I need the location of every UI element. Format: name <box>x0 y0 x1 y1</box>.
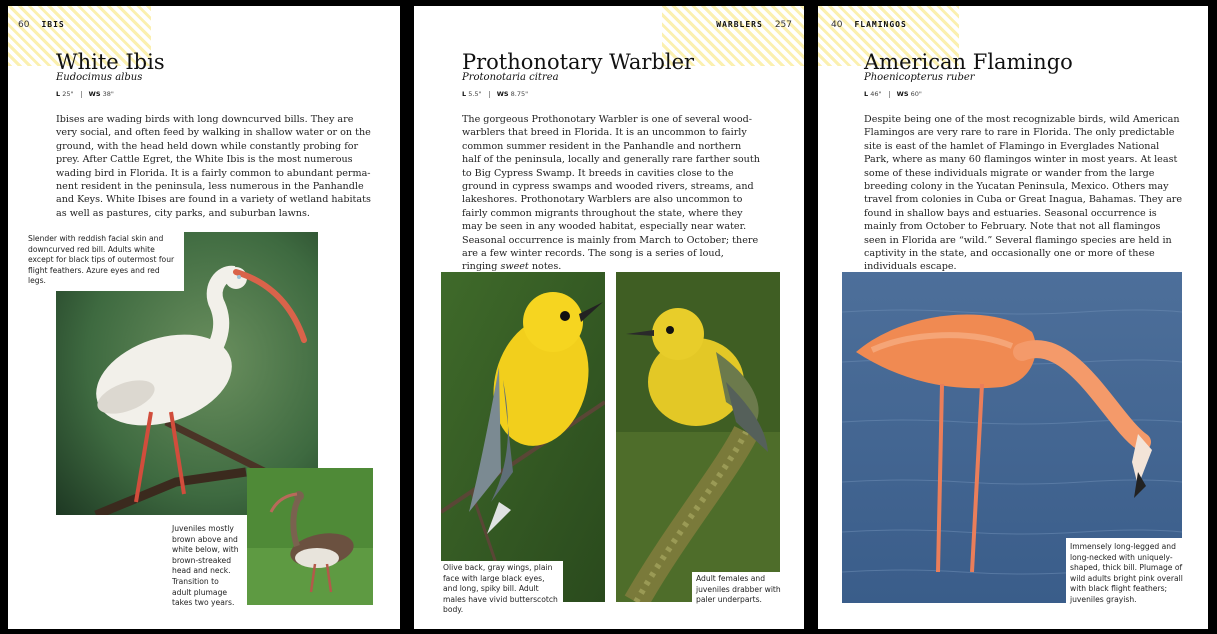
measurements <box>462 90 528 98</box>
length-label: L <box>462 90 467 98</box>
wingspan-label: WS <box>88 90 101 98</box>
photo-adult-male-warbler <box>441 272 605 602</box>
section-label: IBIS <box>41 20 65 29</box>
page-number: 60 <box>18 20 30 30</box>
wingspan-value: 8.75" <box>510 90 529 98</box>
caption-female: Adult females and juveniles drabber with paler underparts. <box>692 572 784 612</box>
length-label: L <box>56 90 61 98</box>
measurements <box>864 90 922 98</box>
species-title: White Ibis <box>56 50 165 74</box>
description-emphasis: sweet <box>500 261 529 273</box>
page-white-ibis <box>8 6 400 629</box>
wingspan-value: 60" <box>910 90 922 98</box>
species-description: Ibises are wading birds with long downcurved bills. They are very social, and often feed by walking in shallow water or on the ground, with the head held down while constantly probing for prey. After Cattle Egret, the White Ibis is the most numerous wading bird in Florida. It is a fairly common to abundant perma-nent resident in the peninsula, less numerous in the Panhandle and Keys. White Ibises are found in a variety of wetland habitats as well as pastures, city parks, and suburban lawns. <box>56 114 371 219</box>
caption-adult: Slender with reddish facial skin and downcurved red bill. Adults white except for black tips of outermost four flight feathers. Azure eyes and red legs. <box>28 232 184 291</box>
photo-juvenile-white-ibis <box>247 468 373 605</box>
measurements <box>56 90 114 98</box>
length-label: L <box>864 90 869 98</box>
section-label: WARBLERS <box>716 20 763 29</box>
photo-female-warbler <box>616 272 780 602</box>
description-text: The gorgeous Prothonotary Warbler is one of several wood-warblers that breed in Florida. It is an uncommon to fairly common summer resident in the Panhandle and northern half of the peninsula, locally and generally rare farther south to Big Cypress Swamp. It breeds in cavities close to the ground in cypress swamps and wooded rivers, streams, and lakeshores. Prothonotary Warblers are also uncommon to fairly common migrants throughout the state, where they may be seen in any wooded habitat, especially near water. Seasonal occurrence is mainly from March to October; there are a few winter records. The song is a series of loud, ringing <box>462 114 760 273</box>
wingspan-value: 38" <box>102 90 114 98</box>
species-title: Prothonotary Warbler <box>462 50 695 74</box>
scientific-name: Eudocimus albus <box>56 72 143 83</box>
species-description: Despite being one of the most recognizable birds, wild American Flamingos are very rare to rare in Florida. The only predictable site is east of the hamlet of Flamingo in Everglades National Park, where as many 60 flamingos winter in most years. At least some of these individuals migrate or wander from the large breeding colony in the Yucatan Peninsula, Mexico. Others may travel from colonies in Cuba or Great Inagua, Bahamas. They are found in shallow bays and estuaries. Seasonal occurrence is mainly from October to February. Note that not all flamingos seen in Florida are “wild.” Several flamingo species are held in captivity in the state, and occasionally one or more of these individuals escape. <box>864 114 1183 273</box>
page-number: 257 <box>774 20 792 30</box>
scientific-name: Protonotaria citrea <box>462 72 559 83</box>
description-tail: notes. <box>531 261 562 273</box>
wingspan-label: WS <box>896 90 909 98</box>
caption-male: Olive back, gray wings, plain face with large black eyes, and long, spiky bill. Adult males have vivid butterscotch body. <box>441 561 563 620</box>
length-value: 46" <box>870 90 882 98</box>
scientific-name: Phoenicopterus ruber <box>864 72 975 83</box>
length-value: 5.5" <box>468 90 482 98</box>
page-prothonotary-warbler <box>414 6 804 629</box>
species-title: American Flamingo <box>864 50 1073 74</box>
page-number: 40 <box>831 20 843 30</box>
section-label: FLAMINGOS <box>854 20 907 29</box>
wingspan-label: WS <box>496 90 509 98</box>
page-american-flamingo <box>818 6 1208 629</box>
species-description <box>462 113 762 274</box>
caption-flamingo: Immensely long-legged and long-necked with uniquely-shaped, thick bill. Plumage of wild adults bright pink overall with black flight feathers; juveniles grayish. <box>1066 538 1186 610</box>
length-value: 25" <box>62 90 74 98</box>
caption-juvenile: Juveniles mostly brown above and white below, with brown-streaked head and neck. Transition to adult plumage takes two years. <box>172 524 239 608</box>
